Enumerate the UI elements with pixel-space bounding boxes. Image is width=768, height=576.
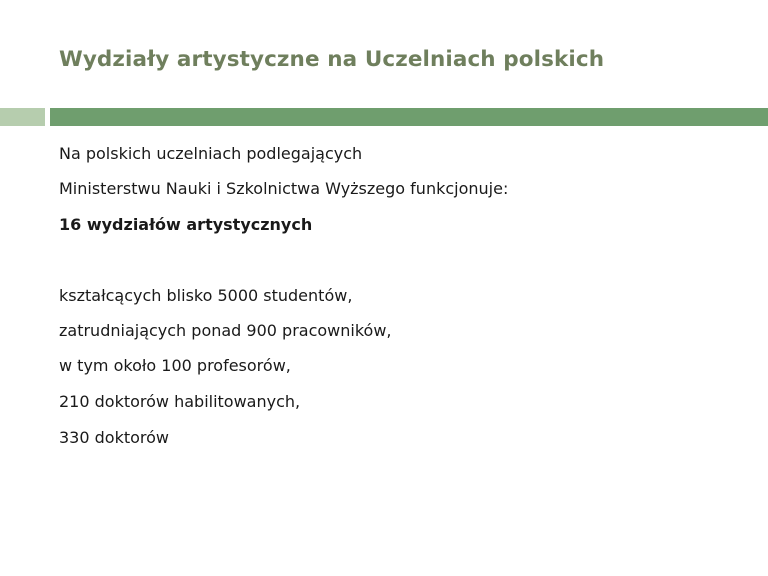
body-line: Na polskich uczelniach podlegających bbox=[59, 144, 363, 163]
body-line: 330 doktorów bbox=[59, 428, 169, 447]
body-line: Ministerstwu Nauki i Szkolnictwa Wyższego funkcjonuje: bbox=[59, 179, 509, 198]
body-line: kształcących blisko 5000 studentów, bbox=[59, 286, 353, 305]
body-line: w tym około 100 profesorów, bbox=[59, 356, 291, 375]
accent-bar-main bbox=[50, 108, 768, 126]
body-line: zatrudniających ponad 900 pracowników, bbox=[59, 321, 392, 340]
body-line: 210 doktorów habilitowanych, bbox=[59, 392, 301, 411]
accent-bar-left bbox=[0, 108, 45, 126]
slide-title: Wydziały artystyczne na Uczelniach polskich bbox=[59, 47, 605, 72]
body-line-highlight: 16 wydziałów artystycznych bbox=[59, 215, 313, 234]
